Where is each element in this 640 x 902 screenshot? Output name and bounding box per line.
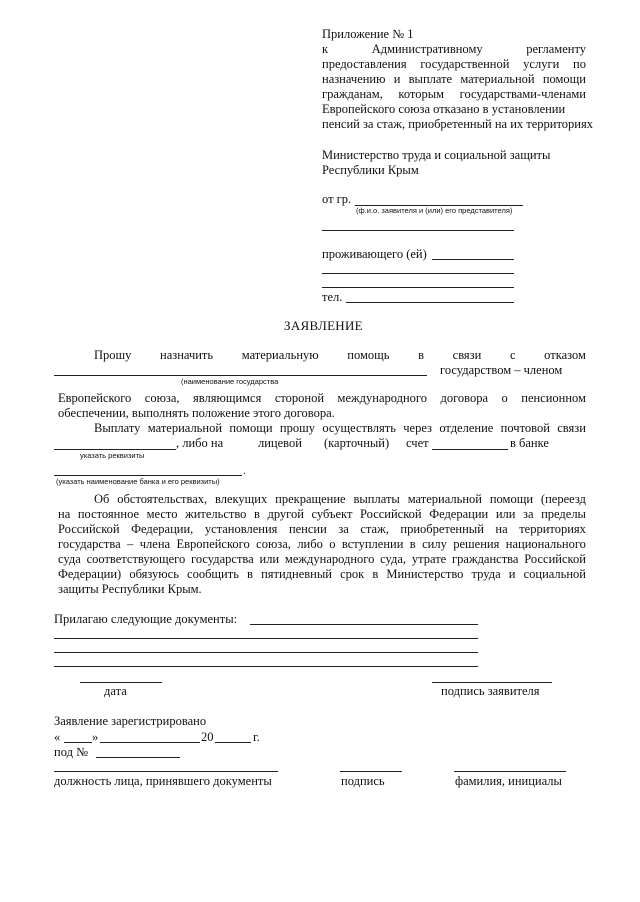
appendix-line-6: пенсий за стаж, приобретенный на их территориях [322,117,593,131]
registered-month-line[interactable] [100,742,200,743]
ministry-line-1: Министерство труда и социальной защиты [322,148,551,162]
attachments-label: Прилагаю следующие документы: [54,612,238,626]
word: суда, [380,552,407,566]
word: Об [94,492,110,506]
applicant-signature-label: подпись заявителя [441,684,540,698]
appendix-line-3 [322,72,586,87]
body-p2-account: счет [406,436,429,450]
word: или [495,507,516,521]
word: связи [557,421,586,435]
word: договора [440,391,489,405]
residing-line-3[interactable] [322,287,514,288]
word: силу [422,537,447,551]
word: суда [58,552,81,566]
document-title: ЗАЯВЛЕНИЕ [284,318,363,333]
body-p3-line-7: защиты Республики Крым. [58,582,202,596]
word: помощи [542,72,586,86]
word: материальной [147,421,223,435]
word: срок [340,567,365,581]
word: государства [191,552,254,566]
registered-year-line[interactable] [215,742,251,743]
word: материальной [460,72,535,86]
word: Выплату [94,421,141,435]
registered-label: Заявление зарегистрировано [54,714,207,728]
word: Российской [58,522,120,536]
word: к [322,42,329,56]
from-name-line-2[interactable] [322,230,514,231]
registered-year-prefix: 20 [201,730,214,744]
word: Российской [360,507,422,521]
word: пределы [541,507,586,521]
state-name-line[interactable] [54,375,427,376]
word: стороной [274,391,325,405]
attachments-line-4[interactable] [54,666,478,667]
body-p3-line-2 [58,507,586,522]
word: регламенту [526,42,586,56]
word: прошу [279,421,315,435]
phone-label: тел. [322,290,343,304]
word: национального [505,537,586,551]
word: государства [58,537,121,551]
registrar-signature-line[interactable] [340,771,402,772]
registered-open-quote: « [54,730,61,744]
from-hint: (ф.и.о. заявителя и (или) его представителя) [356,206,513,215]
word: государствами-членами [459,87,586,101]
word: услуги [523,57,560,71]
body-p2-either: , либо на [176,436,224,450]
ministry-line-2: Республики Крым [322,163,419,177]
word: либо [297,537,323,551]
word: (переезд [540,492,586,506]
body-p2-personal: лицевой [258,436,302,450]
body-p3-line-6 [58,567,586,582]
word: обязуюсь [129,567,179,581]
residing-line-2[interactable] [322,273,514,274]
postal-details-hint: указать реквизиты [80,451,145,460]
body-p1-line-3 [58,391,586,406]
word: выплате [408,72,453,86]
word: материальную [241,348,319,362]
word: жительство [185,507,247,521]
body-p1-line-1 [94,348,586,363]
postal-details-line[interactable] [54,449,176,450]
word: связи [452,348,482,362]
word: другой [267,507,304,521]
word: место [146,507,178,521]
registered-day-line[interactable] [64,742,92,743]
phone-line[interactable] [346,302,514,303]
word: на [495,522,508,536]
word: постоянное [77,507,140,521]
registrar-name-line[interactable] [454,771,566,772]
word: влекущих [215,492,268,506]
word: пенсионном [521,391,586,405]
word: решения [453,537,500,551]
word: гражданства [452,552,519,566]
body-p3-line-1 [94,492,586,507]
body-p3-line-3 [58,522,586,537]
registrar-signature-label: подпись [341,774,385,788]
bank-details-hint: (указать наименование банка и его реквизиты) [56,477,220,486]
word: за [523,507,534,521]
word: вступлении [341,537,404,551]
registered-year-suffix: г. [253,730,260,744]
word: Европейского [58,391,132,405]
date-label: дата [104,684,127,698]
word: предоставления [322,57,407,71]
word: Административному [371,42,483,56]
word: соответствующего [86,552,186,566]
word: отделение [439,421,494,435]
word: по [573,57,586,71]
word: или [259,552,280,566]
word: о [501,391,508,405]
appendix-line-5: Европейского союза отказано в установлении [322,102,566,116]
appendix-line-2 [322,57,586,72]
word: члена [139,537,171,551]
word: с [509,348,516,362]
word: Министерство [386,567,464,581]
word: помощь [347,348,390,362]
word: государственной [420,57,510,71]
word: назначить [160,348,214,362]
word: в [254,507,260,521]
from-label: от гр. [322,192,352,206]
bank-details-period: . [243,466,246,477]
word: Европейского [176,537,250,551]
word: Прошу [94,348,132,362]
appendix-title: Приложение № 1 [322,27,414,41]
word: социальной [523,567,586,581]
body-p2-bank: в банке [510,436,549,450]
registration-number-line[interactable] [96,757,180,758]
word: выплаты [353,492,400,506]
word: территориях [519,522,586,536]
word: осуществлять [322,421,396,435]
attachments-line-1[interactable] [250,624,478,625]
word: международного [337,391,427,405]
word: через [403,421,432,435]
word: Федерации) [58,567,122,581]
word: отказом [544,348,586,362]
word: гражданам, [322,87,383,101]
attachments-line-2[interactable] [54,638,478,639]
body-p2-card: (карточный) [324,436,390,450]
registration-number-label: под № [54,745,88,759]
word: Федерации [429,507,489,521]
word: прекращение [275,492,346,506]
word: стаж, [360,522,389,536]
word: на [58,507,71,521]
word: в [418,348,424,362]
word: в [409,537,416,551]
word: утрате [411,552,447,566]
applicant-signature-line[interactable] [432,682,552,683]
word: сообщить [187,567,239,581]
word: и [393,72,401,86]
word: в [247,567,253,581]
residing-line-1[interactable] [432,259,514,260]
word: помощи [229,421,273,435]
word: за [338,522,349,536]
registrar-name-label: фамилия, инициалы [455,774,562,788]
word: в [372,567,379,581]
word: международного [284,552,375,566]
word: обстоятельствах, [117,492,208,506]
word: союза, [144,391,180,405]
word: назначению [322,72,386,86]
word: Федерации, [131,522,194,536]
word: помощи [489,492,534,506]
appendix-line-4 [322,87,586,102]
word: являющимся [193,391,262,405]
appendix-line-1 [322,42,586,57]
residing-label: проживающего (ей) [322,247,427,261]
body-p1-line-4: обеспечении, выполнять положение этого договора. [58,406,335,420]
date-line[interactable] [80,682,162,683]
position-label: должность лица, принявшего документы [54,774,272,788]
word: союза, [256,537,291,551]
body-p2-line-1 [94,421,586,436]
word: – [127,537,134,551]
state-name-hint: (наименование государства [181,377,279,386]
word: труда [471,567,501,581]
account-number-line[interactable] [432,449,508,450]
word: Российской [524,552,586,566]
word: и [508,567,516,581]
position-line[interactable] [54,771,278,772]
word: материальной [407,492,482,506]
word: почтовой [500,421,550,435]
registered-close-quote: » [92,730,99,744]
word: приобретенный [400,522,484,536]
word: пятидневный [261,567,332,581]
word: установления [204,522,278,536]
attachments-line-3[interactable] [54,652,478,653]
body-p1-line-2-tail: государством – членом [440,363,563,377]
word: которым [398,87,445,101]
body-p3-line-5 [58,552,586,567]
word: пенсии [288,522,327,536]
word: о [329,537,336,551]
bank-details-line[interactable] [54,475,242,476]
body-p3-line-4 [58,537,586,552]
word: субъект [311,507,353,521]
